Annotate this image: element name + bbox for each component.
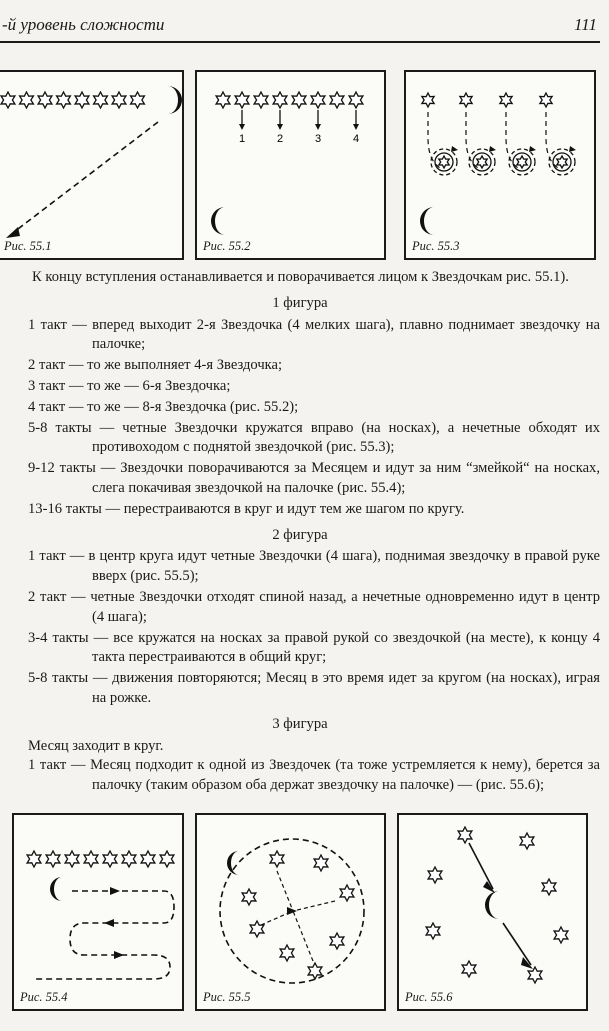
path-dash (277, 871, 293, 911)
figure-55-3 (404, 70, 596, 260)
arrowhead-icon (114, 951, 124, 959)
star-icon (250, 921, 264, 937)
moon-icon (485, 891, 499, 919)
section-heading: 2 фигура (272, 526, 328, 543)
list-item: 3 такт — то же — 6-я Звездочка; (28, 377, 231, 394)
star-icon (528, 967, 542, 983)
arrowhead-icon (104, 919, 114, 927)
star-icon (554, 927, 568, 943)
running-title: -й уровень сложности (2, 15, 165, 34)
star-icon (462, 961, 476, 977)
arrowhead-icon (277, 124, 283, 130)
star-icon (1, 92, 15, 108)
stars-row (27, 851, 174, 867)
arrowhead-icon (239, 124, 245, 130)
arrowhead-icon (110, 887, 120, 895)
stars-row (1, 92, 144, 108)
path-dash (506, 112, 518, 168)
scattered-stars (426, 827, 568, 983)
moon-icon (50, 877, 62, 901)
arrowhead-icon (569, 146, 576, 152)
path-arrow (469, 843, 493, 889)
star-icon (428, 867, 442, 883)
intro-paragraph: К концу вступления останавливается и поворачивается лицом к Звездочкам рис. 55.1). (32, 269, 569, 285)
star-icon (292, 92, 306, 108)
arrowhead-icon (353, 124, 359, 130)
path-dash (546, 112, 558, 168)
star-icon (122, 851, 136, 867)
figure-55-6 (397, 813, 588, 1011)
star-icon (542, 879, 556, 895)
star-icon (458, 827, 472, 843)
list-item: 1 такт — вперед выходит 2-я Звездочка (4 мелких шага), плавно поднимает звездочку на палочке; (28, 316, 600, 353)
figure-55-1 (0, 70, 184, 260)
figure-55-3-drawing (406, 72, 598, 262)
arrowhead-icon (6, 227, 20, 238)
star-icon (20, 92, 34, 108)
list-item: 4 такт — то же — 8-я Звездочка (рис. 55.2); (28, 398, 299, 415)
step-label: 4 (352, 133, 360, 145)
figure-55-5 (195, 813, 386, 1011)
list-item: 2 такт — четные Звездочки отходят спиной назад, а нечетные одновременно идут в центр (4 шага); (28, 588, 600, 625)
star-icon (349, 92, 363, 108)
list-item: 3-4 такты — все кружатся на носках за правой рукой со звездочкой (на месте), к концу 4 такта перестраиваются в общий круг; (28, 629, 600, 666)
star-icon (557, 156, 567, 168)
star-icon (254, 92, 268, 108)
figure-55-2-drawing (197, 72, 388, 262)
star-icon (439, 156, 449, 168)
list-item: 1 такт — в центр круга идут четные Звездочки (4 шага), поднимая звездочку в правой руке вверх (рис. 55.5); (28, 548, 600, 585)
star-icon (330, 92, 344, 108)
arrowhead-icon (287, 907, 297, 915)
stars-row (216, 92, 363, 108)
snake-path (34, 891, 174, 979)
path-dash (293, 901, 335, 911)
list-item: 9-12 такты — Звездочки поворачиваются за Месяцем и идут за ним “змейкой“ на носках, слега покачивая звездочкой на палочке (рис. 55.4); (28, 460, 600, 496)
star-icon (270, 851, 284, 867)
star-icon (57, 92, 71, 108)
header-rule (0, 41, 600, 43)
path-dash (428, 112, 440, 168)
figure-caption: Рис. 55.4 (20, 990, 68, 1004)
path-arrow (14, 122, 158, 232)
list-item: 1 такт — Месяц подходит к одной из Звездочек (та тоже устремляется к нему), берется за палочку (таким образом оба держат звездочку на палочке) — (рис. 55.6); (28, 757, 600, 794)
star-icon (520, 833, 534, 849)
star-icon (160, 851, 174, 867)
stars-circle (242, 851, 354, 979)
star-icon (330, 933, 344, 949)
star-icon (280, 945, 294, 961)
path-dash (466, 112, 478, 168)
star-icon (460, 93, 472, 107)
star-icon (242, 889, 256, 905)
star-icon (314, 855, 328, 871)
figure-caption: Рис. 55.5 (203, 990, 251, 1004)
star-icon (112, 92, 126, 108)
figure-caption: Рис. 55.6 (405, 990, 453, 1004)
arrowhead-icon (489, 146, 496, 152)
body-text (0, 268, 600, 797)
figure-55-5-drawing (197, 815, 388, 1013)
figure-55-4 (12, 813, 184, 1011)
star-icon (273, 92, 287, 108)
star-icon (235, 92, 249, 108)
moon-icon (420, 207, 434, 235)
section-heading: 1 фигура (272, 294, 328, 311)
step-label: 2 (276, 133, 284, 145)
path-dash (293, 911, 313, 961)
list-item: 13-16 такты — перестраиваются в круг и идут тем же шагом по кругу. (28, 500, 465, 517)
page-header (0, 0, 609, 44)
star-icon (311, 92, 325, 108)
star-icon (27, 851, 41, 867)
moon-icon (211, 207, 225, 235)
arrowhead-icon (315, 124, 321, 130)
arrowhead-icon (451, 146, 458, 152)
figure-caption: Рис. 55.3 (412, 239, 460, 253)
star-icon (65, 851, 79, 867)
step-arrows (239, 110, 359, 130)
section-heading: 3 фигура (272, 715, 328, 732)
list-item: 5-8 такты — четные Звездочки кружатся вправо (на носках), а нечетные обходят их противоходом с поднятой звездочкой (рис. 55.3); (28, 419, 600, 456)
figure-caption: Рис. 55.2 (203, 239, 251, 253)
arrowhead-icon (529, 146, 536, 152)
moon-icon (227, 851, 239, 875)
star-icon (426, 923, 440, 939)
star-icon (477, 156, 487, 168)
star-icon (131, 92, 145, 108)
star-icon (422, 93, 434, 107)
page-number: 111 (574, 15, 597, 34)
star-icon (540, 93, 552, 107)
figure-55-2 (195, 70, 386, 260)
star-icon (141, 851, 155, 867)
star-icon (46, 851, 60, 867)
star-icon (75, 92, 89, 108)
moon-icon (168, 86, 182, 114)
star-icon (340, 885, 354, 901)
figure-caption: Рис. 55.1 (4, 239, 52, 253)
star-icon (103, 851, 117, 867)
path-arrow (503, 923, 531, 965)
star-icon (216, 92, 230, 108)
star-icon (38, 92, 52, 108)
figure-55-6-drawing (399, 815, 590, 1013)
step-label: 1 (238, 133, 246, 145)
list-item: 2 такт — то же выполняет 4-я Звездочка; (28, 357, 283, 374)
star-icon (94, 92, 108, 108)
figure-55-1-drawing (0, 72, 186, 262)
figure-55-4-drawing (14, 815, 186, 1013)
star-icon (84, 851, 98, 867)
circling-stars (422, 93, 576, 175)
star-icon (500, 93, 512, 107)
star-icon (517, 156, 527, 168)
list-item: 5-8 такты — движения повторяются; Месяц в это время идет за кругом (на носках), играя на рожке. (28, 670, 600, 706)
section-intro: Месяц заходит в круг. (28, 737, 164, 754)
step-label: 3 (314, 133, 322, 145)
